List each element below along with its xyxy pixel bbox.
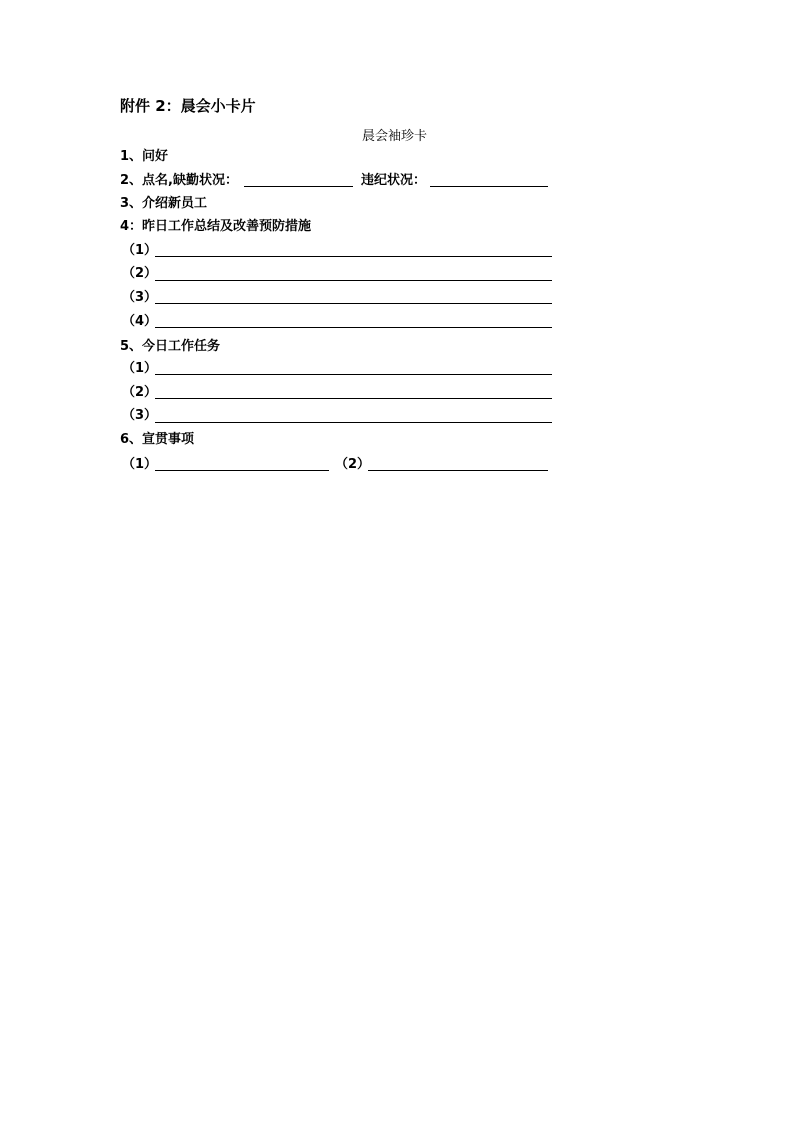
- announcement-blank[interactable]: [155, 470, 329, 471]
- summary-sub-label: （2）: [122, 266, 158, 281]
- summary-sub-label: （1）: [122, 243, 158, 258]
- item-rollcall-label: 2、点名,缺勤状况：: [120, 173, 238, 188]
- card-title: 晨会袖珍卡: [362, 129, 428, 144]
- item-tasks-label: 5、今日工作任务: [120, 339, 221, 354]
- item-summary-label: 4：昨日工作总结及改善预防措施: [120, 219, 312, 234]
- item-announcements-label: 6、宣贯事项: [120, 432, 195, 447]
- announcement-sub-label: （1）: [122, 457, 158, 472]
- summary-sub-label: （4）: [122, 314, 158, 329]
- task-blank[interactable]: [155, 422, 552, 423]
- task-blank[interactable]: [155, 374, 552, 375]
- summary-blank[interactable]: [155, 256, 552, 257]
- announcement-sub-label: （2）: [335, 457, 371, 472]
- item-new-staff: 3、介绍新员工: [120, 196, 208, 211]
- discipline-blank[interactable]: [430, 186, 548, 187]
- announcement-blank[interactable]: [368, 470, 548, 471]
- summary-blank[interactable]: [155, 303, 552, 304]
- item-greeting: 1、问好: [120, 149, 169, 164]
- document-title: 附件 2：晨会小卡片: [120, 97, 256, 115]
- discipline-label: 违纪状况：: [361, 173, 427, 188]
- task-blank[interactable]: [155, 398, 552, 399]
- summary-sub-label: （3）: [122, 290, 158, 305]
- task-sub-label: （2）: [122, 385, 158, 400]
- task-sub-label: （3）: [122, 408, 158, 423]
- summary-blank[interactable]: [155, 327, 552, 328]
- absence-blank[interactable]: [244, 186, 353, 187]
- task-sub-label: （1）: [122, 361, 158, 376]
- summary-blank[interactable]: [155, 280, 552, 281]
